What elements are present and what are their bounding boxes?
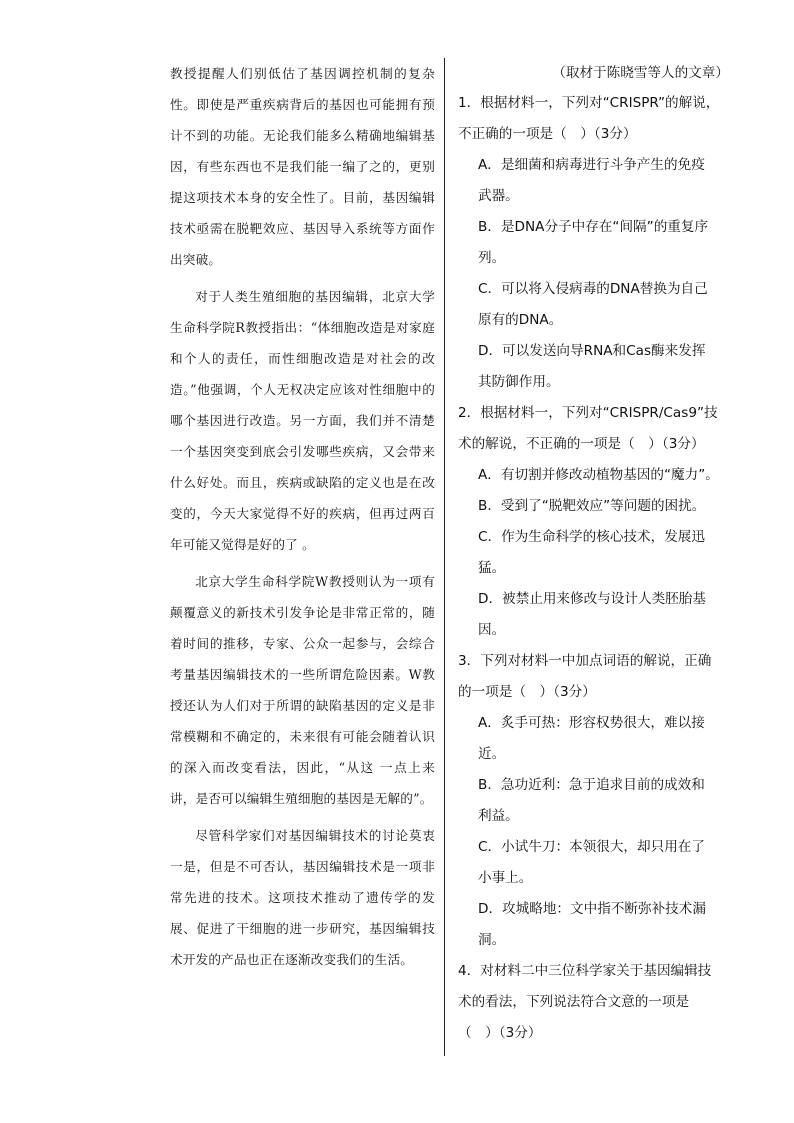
option-line: 利益。 [478,808,519,824]
option-line: A．有切割并修改动植物基因的“魔力”。 [478,467,719,483]
option-line: 其防御作用。 [478,374,560,390]
question-2 [458,398,733,460]
question-stem-line: 1．根据材料一，下列对“CRISPR”的解说， [458,95,720,111]
option-line: B．急功近利：急于追求目前的成效和 [478,777,705,793]
option-line: 洞。 [478,932,506,948]
source-citation: （取材于陈晓雪等人的文章） [552,65,729,81]
option-line: 近。 [478,746,506,762]
paragraph-3: 北京大学生命科学院W教授则认为一项有颠覆意义的新技术引发争论是非常正常的，随着时间的推移，专家、公众一起参与，会综合考量基因编辑技术的一些所谓危险因素。W教授还认为人们对于所谓的缺陷基因的定义是非常模糊和不确定的，未来很有可能会随着认识的深入而改变看法，因此，“从这 一点上来讲，是否可以编辑生殖细胞的基因是无解的”。 [170,574,435,806]
question-3 [458,646,733,708]
option-line: 武器。 [478,188,519,204]
option-line: 原有的DNA。 [478,312,563,328]
question-4 [458,956,733,1049]
paragraph-4: 尽管科学家们对基因编辑技术的讨论莫衷一是，但是不可否认，基因编辑技术是一项非常先进的技术。这项技术推动了遗传学的发展、促进了干细胞的进一步研究，基因编辑技术开发的产品也正在逐渐改变我们的生活。 [170,828,435,967]
question-stem-line: 术的解说，不正确的一项是（ ）（3分） [458,436,705,452]
option-line: C．作为生命科学的核心技术，发展迅 [478,529,705,545]
option-line: 小事上。 [478,870,533,886]
question-stem-line: （ ）（3分） [458,1025,542,1041]
column-divider [444,58,445,1056]
question-stem-line: 术的看法，下列说法符合文意的一项是 [458,994,690,1010]
question-stem-line: 3．下列对材料一中加点词语的解说，正确 [458,653,712,669]
right-column [458,58,733,1049]
option-line: C．可以将入侵病毒的DNA替换为自己 [478,281,708,297]
option-line: B．受到了“脱靶效应”等问题的困扰。 [478,498,706,514]
paragraph-2: 对于人类生殖细胞的基因编辑，北京大学生命科学院R教授指出：“体细胞改造是对家庭和个人的责任，而性细胞改造是对社会的改造。”他强调，个人无权决定应该对性细胞中的哪个基因进行改造。另一方面，我们并不清楚一个基因突变到底会引发哪些疾病，又会带来什么好处。而且，疾病或缺陷的定义也是在改变的，今天大家觉得不好的疾病，但再过两百年可能又觉得是好的了 。 [170,289,435,552]
question-stem-line: 的一项是（ ）（3分） [458,684,596,700]
question-1 [458,88,733,150]
option-line: B．是DNA分子中存在“间隔”的重复序 [478,219,709,235]
question-stem-line: 4．对材料二中三位科学家关于基因编辑技 [458,963,712,979]
option-line: 猛。 [478,560,506,576]
option-line: A．炙手可热：形容权势很大，难以接 [478,715,705,731]
option-line: C．小试牛刀：本领很大，却只用在了 [478,839,705,855]
question-stem-line: 不正确的一项是（ ）（3分） [458,126,637,142]
option-line: D．可以发送向导RNA和Cas酶来发挥 [478,343,706,359]
option-line: 列。 [478,250,506,266]
option-line: D．攻城略地：文中指不断弥补技术漏 [478,901,706,917]
paragraph-1: 教授提醒人们别低估了基因调控机制的复杂性。即使是严重疾病背后的基因也可能拥有预计不到的功能。无论我们能多么精确地编辑基因，有些东西也不是我们能一编了之的，更别提这项技术本身的安全性了。目前，基因编辑技术亟需在脱靶效应、基因导入系统等方面作出突破。 [170,66,435,267]
option-line: D．被禁止用来修改与设计人类胚胎基 [478,591,706,607]
question-stem-line: 2．根据材料一，下列对“CRISPR/Cas9”技 [458,405,718,421]
option-line: 因。 [478,622,506,638]
left-column [170,58,435,981]
option-line: A．是细菌和病毒进行斗争产生的免疫 [478,157,705,173]
